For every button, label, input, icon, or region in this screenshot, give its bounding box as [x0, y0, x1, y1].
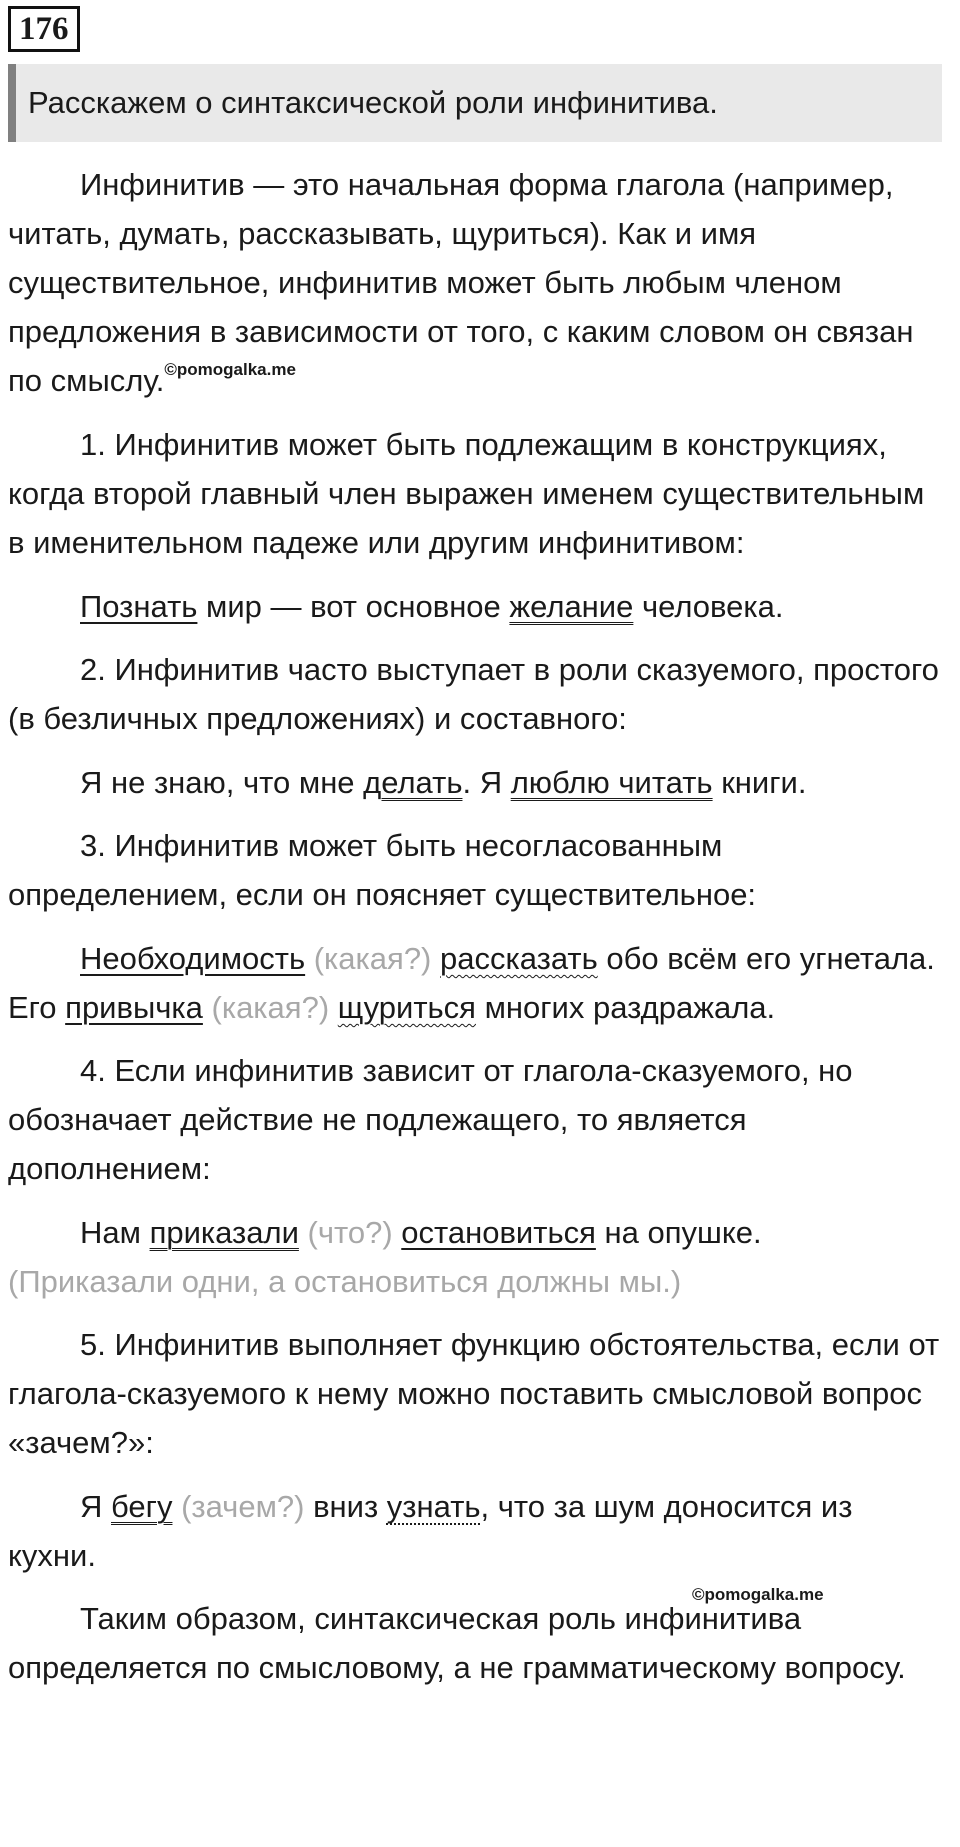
rule-1: 1. Инфинитив может быть подлежащим в конструкциях, когда второй главный член выражен именем существительным в именительном падеже или другим инфинитивом:	[8, 427, 925, 560]
predicate-word: приказали	[149, 1215, 299, 1250]
question-hint: (зачем?)	[172, 1489, 314, 1524]
subject-word: привычка	[65, 990, 203, 1025]
example-text: Я	[80, 1489, 111, 1524]
example-note: (Приказали одни, а остановиться должны мы.)	[8, 1264, 682, 1299]
watermark-2: ©pomogalka.me	[692, 1585, 824, 1604]
example-text: человека.	[633, 589, 784, 624]
article-body	[8, 160, 948, 1707]
example-text: мир — вот основное	[197, 589, 510, 624]
conclusion-paragraph: Таким образом, синтаксическая роль инфинитива определяется по смысловому, а не грамматическому вопросу.	[8, 1601, 906, 1685]
watermark-1: ©pomogalka.me	[164, 360, 296, 379]
question-hint: (какая?)	[305, 941, 440, 976]
example-text: Я не знаю, что мне	[80, 765, 364, 800]
question-hint: (что?)	[298, 1215, 402, 1250]
intro-text: Инфинитив — это начальная форма глагола (например, читать, думать, рассказывать, щуриться). Как и имя существительное, инфинитив может быть любым членом предложения в зависимости от того, с каким словом он связан по смыслу.	[8, 167, 914, 398]
example-3	[8, 934, 948, 1032]
attribute-word: щуриться	[337, 990, 476, 1025]
example-text: книги.	[712, 765, 807, 800]
intro-paragraph	[8, 160, 948, 405]
example-text: вниз	[313, 1489, 387, 1524]
example-text: . Я	[462, 765, 511, 800]
subject-word: Необходимость	[80, 941, 306, 976]
task-number: 176	[8, 6, 80, 52]
predicate-word: бегу	[111, 1489, 173, 1524]
predicate-word: желание	[509, 589, 634, 624]
example-5	[8, 1482, 948, 1580]
example-text: , что за шум доносится из кухни.	[8, 1489, 853, 1573]
adverbial-word: узнать	[386, 1489, 481, 1524]
example-2	[8, 758, 948, 807]
predicate-word: люблю читать	[510, 765, 713, 800]
example-1	[8, 582, 948, 631]
example-text: многих раздражала.	[475, 990, 776, 1025]
rule-2: 2. Инфинитив часто выступает в роли сказуемого, простого (в безличных предложениях) и составного:	[8, 652, 939, 736]
rule-4: 4. Если инфинитив зависит от глагола-сказуемого, но обозначает действие не подлежащего, то является дополнением:	[8, 1053, 853, 1186]
rule-3: 3. Инфинитив может быть несогласованным определением, если он поясняет существительное:	[8, 828, 757, 912]
section-header	[8, 64, 942, 142]
example-text: Нам	[80, 1215, 150, 1250]
object-word: остановиться	[401, 1215, 596, 1250]
section-header-text: Расскажем о синтаксической роли инфинитива.	[28, 85, 718, 120]
example-4	[8, 1208, 948, 1306]
attribute-word: рассказать	[440, 941, 598, 976]
example-text: обо всём его угнетала. Его	[8, 941, 935, 1025]
subject-word: Познать	[80, 589, 198, 624]
rule-5: 5. Инфинитив выполняет функцию обстоятельства, если от глагола-сказуемого к нему можно поставить смысловой вопрос «зачем?»:	[8, 1327, 940, 1460]
predicate-word: делать	[363, 765, 463, 800]
question-hint: (какая?)	[202, 990, 338, 1025]
example-text: на опушке.	[595, 1215, 762, 1250]
